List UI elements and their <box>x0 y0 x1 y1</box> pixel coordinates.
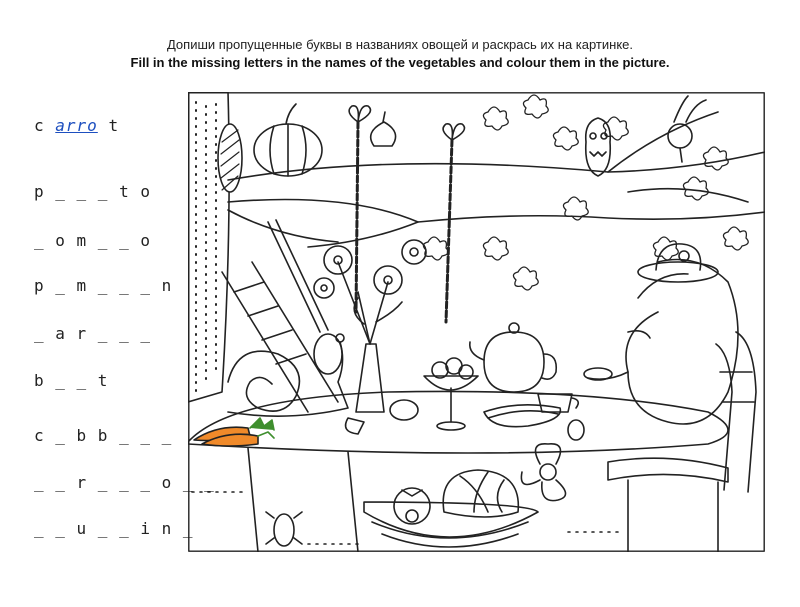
zucchini-icon <box>484 405 560 427</box>
word-blank-3[interactable]: p _ m _ _ _ n <box>34 276 173 295</box>
guitar-icon <box>268 220 342 374</box>
coloring-picture[interactable] <box>188 92 765 552</box>
tomato-icon <box>394 488 430 524</box>
hedgehog-icon <box>584 244 738 424</box>
pumpkin-icon <box>254 104 322 176</box>
word-blank-1[interactable]: p _ _ _ t o <box>34 182 151 201</box>
word-blank-2[interactable]: _ o m _ _ o <box>34 231 151 250</box>
garland-icon <box>349 106 464 322</box>
tree-branch-icon <box>228 112 765 247</box>
cabbage-icon <box>443 470 518 517</box>
garlic-icon <box>371 112 396 146</box>
word-blank-6[interactable]: c _ b b _ _ _ <box>34 426 173 445</box>
owl-icon <box>586 118 611 176</box>
teapot-icon <box>470 323 556 392</box>
carrot-icon <box>194 418 274 446</box>
snail-icon <box>228 334 348 416</box>
example-word-start: c <box>34 116 45 135</box>
word-blank-8[interactable]: _ _ u _ _ i n _ <box>34 519 194 538</box>
instruction-english: Fill in the missing letters in the names of the vegetables and colour them in the picture. <box>130 55 670 70</box>
word-blank-4[interactable]: _ a r _ _ _ <box>34 324 151 343</box>
example-word <box>34 116 119 135</box>
leaves-icon <box>423 95 748 290</box>
chair-icon <box>608 332 756 552</box>
picture-frame <box>189 93 764 551</box>
word-blank-7[interactable]: _ _ r _ _ _ o _ _ <box>34 473 215 492</box>
example-word-end: t <box>108 116 120 135</box>
instruction-russian: Допиши пропущенные буквы в названиях овощей и раскрась их на картинке. <box>166 37 634 52</box>
cup-icon <box>538 394 584 440</box>
beetle-icon <box>266 512 302 546</box>
word-blank-5[interactable]: b _ _ t <box>34 371 109 390</box>
radish-icon <box>668 96 706 162</box>
basket-icon <box>364 502 538 547</box>
flowers-icon <box>314 240 426 412</box>
instructions-header <box>0 36 800 72</box>
example-word-filled: arro <box>55 116 98 135</box>
tree-trunk-icon <box>188 92 242 402</box>
fruit-bowl-icon <box>424 358 478 430</box>
